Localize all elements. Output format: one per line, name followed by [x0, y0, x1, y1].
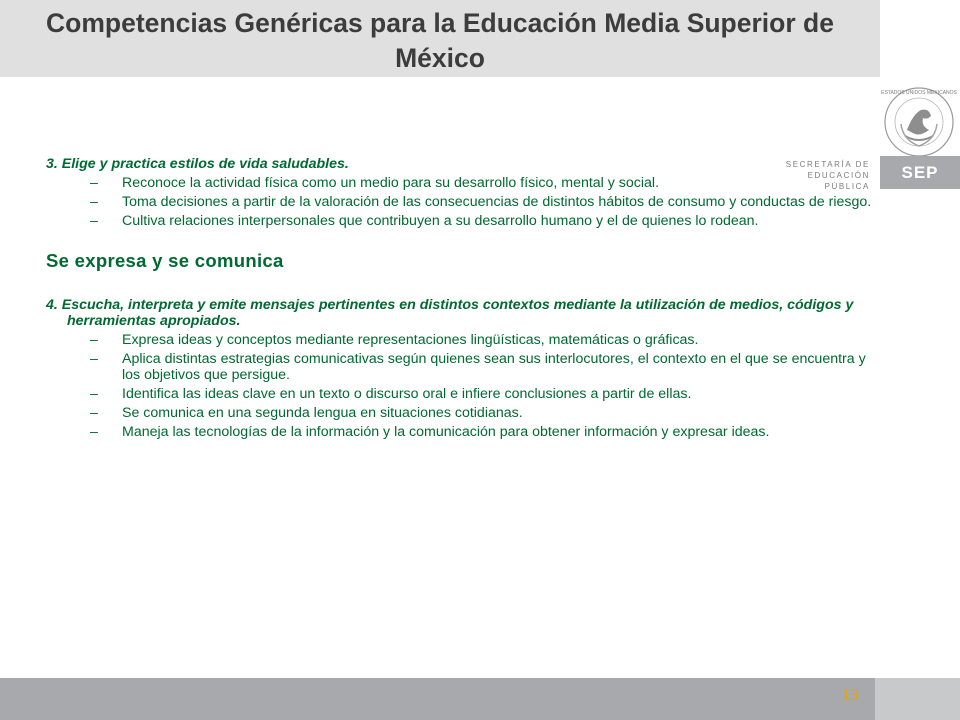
secretaria-line-1: SECRETARÍA DE [785, 160, 870, 169]
list-item-text: Expresa ideas y conceptos mediante representaciones lingüísticas, matemáticas o gráficas. [122, 332, 699, 348]
competencia-3-list [46, 175, 886, 229]
list-item-text: Se comunica en una segunda lengua en situaciones cotidianas. [122, 405, 523, 421]
list-item [46, 351, 886, 383]
dash-bullet: – [90, 332, 98, 348]
list-item [46, 424, 886, 440]
list-item-text: Maneja las tecnologías de la información y la comunicación para obtener información y expresar ideas. [122, 424, 770, 440]
section-heading: Se expresa y se comunica [46, 250, 284, 271]
slide-content [46, 156, 886, 440]
sep-logo-block: SEP [880, 156, 960, 189]
list-item [46, 405, 886, 421]
dash-bullet: – [90, 351, 98, 367]
list-item [46, 213, 886, 229]
list-item-text: Cultiva relaciones interpersonales que contribuyen a su desarrollo humano y el de quienes lo rodean. [122, 213, 759, 229]
competencia-4-heading: 4. Escucha, interpreta y emite mensajes pertinentes en distintos contextos mediante la utilización de medios, códigos y herramientas apropiados. [46, 297, 854, 329]
slide-title: Competencias Genéricas para la Educación Media Superior de México [46, 8, 834, 73]
competencia-3-heading: 3. Elige y practica estilos de vida saludables. [46, 156, 349, 172]
list-item [46, 332, 886, 348]
dash-bullet: – [90, 175, 98, 191]
competencia-4-list [46, 332, 886, 440]
list-item-text: Toma decisiones a partir de la valoración de las consecuencias de distintos hábitos de consumo y conductas de riesgo. [122, 194, 872, 210]
seal-text: ESTADOS UNIDOS MEXICANOS [881, 90, 957, 96]
list-item-text: Identifica las ideas clave en un texto o discurso oral e infiere conclusiones a partir de ellas. [122, 386, 692, 402]
list-item-text: Reconoce la actividad física como un medio para su desarrollo físico, mental y social. [122, 175, 660, 191]
mexican-coat-of-arms-icon [877, 84, 957, 164]
footer-bar [0, 678, 875, 720]
list-item [46, 175, 886, 191]
list-item [46, 386, 886, 402]
list-item [46, 194, 886, 210]
dash-bullet: – [90, 194, 98, 210]
secretaria-line-2: EDUCACIÓN PÚBLICA [807, 171, 870, 191]
dash-bullet: – [90, 405, 98, 421]
dash-bullet: – [90, 213, 98, 229]
list-item-text: Aplica distintas estrategias comunicativas según quienes sean sus interlocutores, el contexto en el que se encuentra y los objetivos que persigue. [122, 351, 866, 383]
dash-bullet: – [90, 386, 98, 402]
dash-bullet: – [90, 424, 98, 440]
footer-right-block [875, 678, 960, 720]
page-number: 13 [842, 687, 858, 704]
